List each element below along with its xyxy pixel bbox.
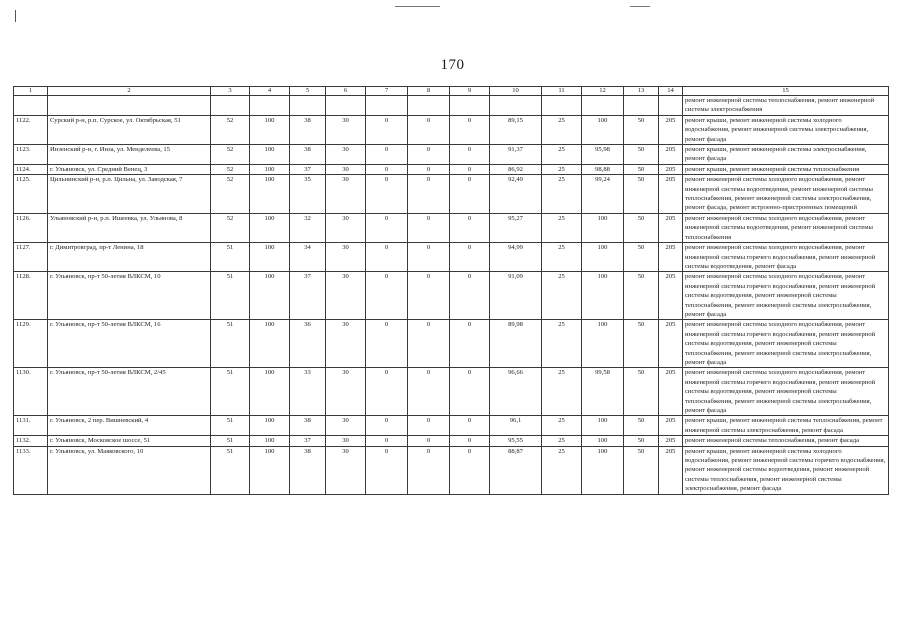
- column-header: 11: [542, 87, 582, 96]
- row-number-cell: 1132.: [14, 436, 48, 446]
- value-cell: 0: [366, 243, 408, 272]
- value-cell: 0: [450, 175, 490, 214]
- row-number-cell: 1128.: [14, 272, 48, 320]
- value-cell: 95,55: [490, 436, 542, 446]
- value-cell: 50: [624, 164, 659, 174]
- column-header: 9: [450, 87, 490, 96]
- value-cell: 37: [290, 164, 326, 174]
- value-cell: 0: [450, 145, 490, 165]
- value-cell: 96,66: [490, 368, 542, 416]
- value-cell: 50: [624, 368, 659, 416]
- value-cell: 0: [366, 272, 408, 320]
- value-cell: 51: [211, 368, 250, 416]
- value-cell: 0: [450, 368, 490, 416]
- value-cell: 100: [250, 213, 290, 242]
- value-cell: 38: [290, 145, 326, 165]
- column-header: 1: [14, 87, 48, 96]
- value-cell: 100: [582, 115, 624, 144]
- value-cell: 0: [408, 243, 450, 272]
- repair-works-cell: ремонт инженерной системы холодного водоснабжения, ремонт инженерной системы горячего водоснабжения, ремонт инженерной системы водоотведения, ремонт фасада: [683, 243, 889, 272]
- value-cell: 205: [659, 272, 683, 320]
- row-number-cell: 1133.: [14, 446, 48, 494]
- repair-works-cell: ремонт инженерной системы холодного водоснабжения, ремонт инженерной системы горячего водоснабжения, ремонт инженерной системы водоотведения, ремонт инженерной системы теплоснабжения, ремонт инженерной системы электроснабжения, ремонт фасада: [683, 320, 889, 368]
- value-cell: 205: [659, 416, 683, 436]
- column-header: 8: [408, 87, 450, 96]
- value-cell: 0: [450, 243, 490, 272]
- value-cell: 100: [250, 115, 290, 144]
- value-cell: 205: [659, 446, 683, 494]
- value-cell: 30: [326, 164, 366, 174]
- value-cell: 205: [659, 164, 683, 174]
- column-header: 12: [582, 87, 624, 96]
- value-cell: 30: [326, 145, 366, 165]
- address-cell: Ульяновский р-н, р.п. Ишеевка, ул. Ульянова, 8: [48, 213, 211, 242]
- value-cell: 0: [366, 164, 408, 174]
- repair-works-cell: ремонт инженерной системы теплоснабжения, ремонт фасада: [683, 436, 889, 446]
- value-cell: 50: [624, 446, 659, 494]
- value-cell: 0: [408, 145, 450, 165]
- repair-works-cell: ремонт крыши, ремонт инженерной системы холодного водоснабжения, ремонт инженерной системы электроснабжения, ремонт фасада: [683, 115, 889, 144]
- value-cell: 205: [659, 213, 683, 242]
- repair-works-cell: ремонт инженерной системы теплоснабжения, ремонт инженерной системы электроснабжения: [683, 96, 889, 116]
- scan-edge-mark: [630, 6, 650, 7]
- address-cell: г. Ульяновск, пр-т 50-летия ВЛКСМ, 2/45: [48, 368, 211, 416]
- value-cell: 0: [450, 416, 490, 436]
- value-cell: 0: [408, 320, 450, 368]
- value-cell: 50: [624, 416, 659, 436]
- address-cell: Сурский р-н, р.п. Сурское, ул. Октябрьская, 51: [48, 115, 211, 144]
- column-header: 14: [659, 87, 683, 96]
- value-cell: 0: [408, 175, 450, 214]
- column-header: 13: [624, 87, 659, 96]
- column-header: 2: [48, 87, 211, 96]
- value-cell: 30: [326, 368, 366, 416]
- value-cell: 98,88: [582, 164, 624, 174]
- value-cell: 0: [366, 115, 408, 144]
- value-cell: 89,15: [490, 115, 542, 144]
- value-cell: 0: [408, 416, 450, 436]
- value-cell: 50: [624, 272, 659, 320]
- value-cell: 100: [582, 436, 624, 446]
- repair-works-cell: ремонт инженерной системы холодного водоснабжения, ремонт инженерной системы водоотведения, ремонт инженерной системы теплоснабжения, ремонт инженерной системы электроснабжения, ремонт фасада, ремонт встроенно-пристроенных помещений: [683, 175, 889, 214]
- table-row: [14, 175, 889, 214]
- value-cell: 33: [290, 368, 326, 416]
- value-cell: 100: [582, 213, 624, 242]
- value-cell: 0: [366, 446, 408, 494]
- value-cell: 30: [326, 436, 366, 446]
- value-cell: 30: [326, 320, 366, 368]
- value-cell: 37: [290, 272, 326, 320]
- value-cell: 100: [582, 320, 624, 368]
- value-cell: 0: [366, 320, 408, 368]
- value-cell: 95,27: [490, 213, 542, 242]
- value-cell: 91,09: [490, 272, 542, 320]
- value-cell: 0: [366, 416, 408, 436]
- value-cell: 51: [211, 272, 250, 320]
- value-cell: 38: [290, 446, 326, 494]
- value-cell: 25: [542, 436, 582, 446]
- value-cell: 34: [290, 243, 326, 272]
- value-cell: 205: [659, 368, 683, 416]
- repair-works-cell: ремонт инженерной системы холодного водоснабжения, ремонт инженерной системы водоотведения, ремонт инженерной системы теплоснабжения: [683, 213, 889, 242]
- value-cell: 205: [659, 243, 683, 272]
- value-cell: 51: [211, 446, 250, 494]
- value-cell: 205: [659, 320, 683, 368]
- value-cell: 0: [450, 320, 490, 368]
- value-cell: 100: [582, 272, 624, 320]
- value-cell: 0: [450, 164, 490, 174]
- address-cell: Цильнинский р-н, р.п. Цильна, ул. Заводская, 7: [48, 175, 211, 214]
- column-header: 7: [366, 87, 408, 96]
- value-cell: 99,58: [582, 368, 624, 416]
- value-cell: 25: [542, 213, 582, 242]
- value-cell: 0: [408, 446, 450, 494]
- repair-works-cell: ремонт инженерной системы холодного водоснабжения, ремонт инженерной системы горячего водоснабжения, ремонт инженерной системы водоотведения, ремонт инженерной системы теплоснабжения, ремонт инженерной системы электроснабжения, ремонт фасада: [683, 272, 889, 320]
- value-cell: 30: [326, 446, 366, 494]
- value-cell: 89,98: [490, 320, 542, 368]
- value-cell: 0: [408, 115, 450, 144]
- value-cell: 25: [542, 164, 582, 174]
- value-cell: 36: [290, 320, 326, 368]
- row-number-cell: 1122.: [14, 115, 48, 144]
- repair-works-cell: ремонт инженерной системы холодного водоснабжения, ремонт инженерной системы горячего водоснабжения, ремонт инженерной системы водоотведения, ремонт инженерной системы теплоснабжения, ремонт инженерной системы электроснабжения, ремонт фасада: [683, 368, 889, 416]
- value-cell: 100: [250, 446, 290, 494]
- value-cell: 100: [250, 368, 290, 416]
- value-cell: 100: [582, 416, 624, 436]
- value-cell: 205: [659, 436, 683, 446]
- column-header: 15: [683, 87, 889, 96]
- value-cell: 30: [326, 175, 366, 214]
- continuation-row: [14, 96, 889, 116]
- value-cell: 25: [542, 446, 582, 494]
- value-cell: 0: [408, 436, 450, 446]
- value-cell: 25: [542, 115, 582, 144]
- value-cell: 0: [408, 164, 450, 174]
- value-cell: 30: [326, 272, 366, 320]
- value-cell: 25: [542, 416, 582, 436]
- value-cell: 32: [290, 213, 326, 242]
- value-cell: 51: [211, 416, 250, 436]
- table-row: [14, 272, 889, 320]
- address-cell: г. Ульяновск, Московское шоссе, 51: [48, 436, 211, 446]
- value-cell: 50: [624, 243, 659, 272]
- value-cell: 92,49: [490, 175, 542, 214]
- row-number-cell: 1126.: [14, 213, 48, 242]
- column-header: 3: [211, 87, 250, 96]
- value-cell: 0: [366, 175, 408, 214]
- value-cell: 25: [542, 368, 582, 416]
- value-cell: 205: [659, 115, 683, 144]
- column-header: 10: [490, 87, 542, 96]
- page-number: 170: [440, 57, 465, 73]
- value-cell: 100: [582, 243, 624, 272]
- column-number-row: [14, 87, 889, 96]
- table-row: [14, 436, 889, 446]
- row-number-cell: 1124.: [14, 164, 48, 174]
- value-cell: 38: [290, 416, 326, 436]
- value-cell: 51: [211, 436, 250, 446]
- table-row: [14, 213, 889, 242]
- value-cell: 38: [290, 115, 326, 144]
- row-number-cell: 1131.: [14, 416, 48, 436]
- value-cell: 100: [250, 320, 290, 368]
- repair-works-cell: ремонт крыши, ремонт инженерной системы теплоснабжения, ремонт инженерной системы электроснабжения, ремонт фасада: [683, 416, 889, 436]
- value-cell: 35: [290, 175, 326, 214]
- value-cell: 100: [250, 164, 290, 174]
- value-cell: 100: [250, 436, 290, 446]
- table-row: [14, 446, 889, 494]
- table-row: [14, 115, 889, 144]
- table-row: [14, 416, 889, 436]
- value-cell: 0: [366, 368, 408, 416]
- value-cell: 0: [450, 115, 490, 144]
- value-cell: 96,1: [490, 416, 542, 436]
- table-row: [14, 145, 889, 165]
- value-cell: 205: [659, 175, 683, 214]
- scan-edge-mark: [15, 10, 16, 22]
- address-cell: г. Ульяновск, пр-т 50-летия ВЛКСМ, 10: [48, 272, 211, 320]
- value-cell: 88,87: [490, 446, 542, 494]
- repair-program-table: [13, 86, 889, 495]
- value-cell: 100: [250, 416, 290, 436]
- value-cell: 50: [624, 213, 659, 242]
- row-number-cell: 1127.: [14, 243, 48, 272]
- value-cell: 52: [211, 175, 250, 214]
- value-cell: 100: [250, 145, 290, 165]
- table-row: [14, 368, 889, 416]
- address-cell: г. Ульяновск, ул. Маяковского, 10: [48, 446, 211, 494]
- value-cell: 205: [659, 145, 683, 165]
- value-cell: 0: [366, 436, 408, 446]
- repair-works-cell: ремонт крыши, ремонт инженерной системы электроснабжения, ремонт фасада: [683, 145, 889, 165]
- value-cell: 100: [250, 175, 290, 214]
- value-cell: 50: [624, 320, 659, 368]
- value-cell: 0: [450, 272, 490, 320]
- value-cell: 0: [408, 272, 450, 320]
- value-cell: 50: [624, 436, 659, 446]
- value-cell: 100: [250, 243, 290, 272]
- row-number-cell: 1129.: [14, 320, 48, 368]
- value-cell: 86,92: [490, 164, 542, 174]
- value-cell: 0: [366, 145, 408, 165]
- value-cell: 51: [211, 243, 250, 272]
- value-cell: 25: [542, 175, 582, 214]
- value-cell: 52: [211, 213, 250, 242]
- value-cell: 52: [211, 145, 250, 165]
- column-header: 5: [290, 87, 326, 96]
- column-header: 6: [326, 87, 366, 96]
- value-cell: 91,37: [490, 145, 542, 165]
- value-cell: 25: [542, 145, 582, 165]
- address-cell: г. Ульяновск, 2 пер. Вишневский, 4: [48, 416, 211, 436]
- value-cell: 0: [450, 213, 490, 242]
- scan-edge-mark: [395, 6, 440, 7]
- value-cell: 51: [211, 320, 250, 368]
- value-cell: 0: [450, 446, 490, 494]
- address-cell: Инзенский р-н, г. Инза, ул. Менделеева, 15: [48, 145, 211, 165]
- value-cell: 25: [542, 243, 582, 272]
- repair-works-cell: ремонт крыши, ремонт инженерной системы холодного водоснабжения, ремонт инженерной системы горячего водоснабжения, ремонт инженерной системы водоотведения, ремонт инженерной системы теплоснабжения, ремонт инженерной системы электроснабжения, ремонт фасада: [683, 446, 889, 494]
- value-cell: 52: [211, 164, 250, 174]
- address-cell: г. Димитровград, пр-т Ленина, 18: [48, 243, 211, 272]
- address-cell: г. Ульяновск, ул. Средний Венец, 3: [48, 164, 211, 174]
- column-header: 4: [250, 87, 290, 96]
- value-cell: 37: [290, 436, 326, 446]
- value-cell: 0: [450, 436, 490, 446]
- value-cell: 25: [542, 320, 582, 368]
- row-number-cell: 1123.: [14, 145, 48, 165]
- address-cell: г. Ульяновск, пр-т 50-летия ВЛКСМ, 16: [48, 320, 211, 368]
- row-number-cell: 1125.: [14, 175, 48, 214]
- value-cell: 99,24: [582, 175, 624, 214]
- row-number-cell: 1130.: [14, 368, 48, 416]
- value-cell: 50: [624, 145, 659, 165]
- value-cell: 30: [326, 213, 366, 242]
- value-cell: 50: [624, 175, 659, 214]
- value-cell: 30: [326, 115, 366, 144]
- value-cell: 0: [366, 213, 408, 242]
- value-cell: 95,98: [582, 145, 624, 165]
- value-cell: 25: [542, 272, 582, 320]
- value-cell: 100: [250, 272, 290, 320]
- table-row: [14, 164, 889, 174]
- value-cell: 0: [408, 213, 450, 242]
- value-cell: 30: [326, 243, 366, 272]
- value-cell: 94,99: [490, 243, 542, 272]
- value-cell: 0: [408, 368, 450, 416]
- value-cell: 30: [326, 416, 366, 436]
- value-cell: 100: [582, 446, 624, 494]
- table-row: [14, 243, 889, 272]
- value-cell: 52: [211, 115, 250, 144]
- value-cell: 50: [624, 115, 659, 144]
- table-row: [14, 320, 889, 368]
- repair-works-cell: ремонт крыши, ремонт инженерной системы теплоснабжения: [683, 164, 889, 174]
